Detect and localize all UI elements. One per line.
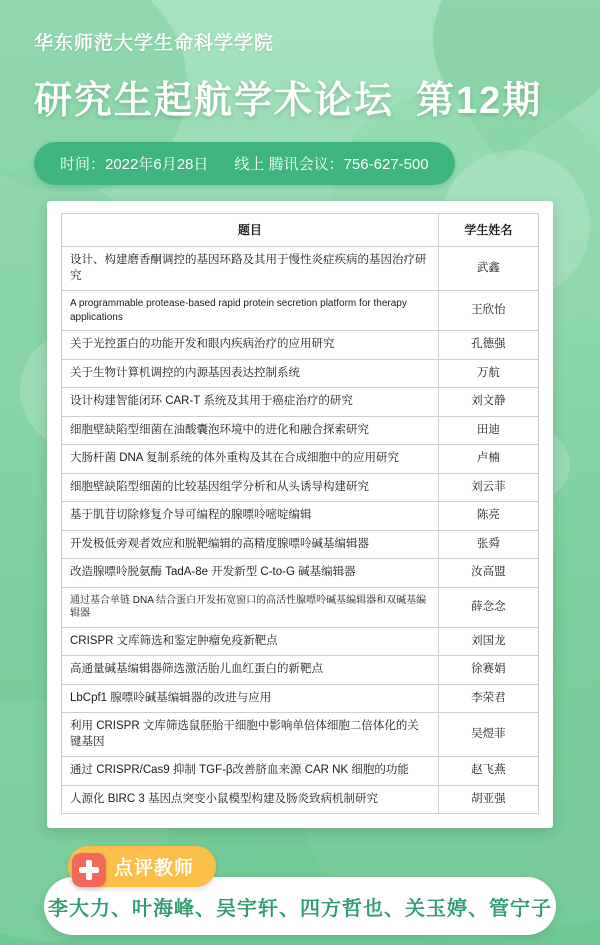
organization-name: 华东师范大学生命科学学院 bbox=[34, 33, 275, 54]
cell-title: 关于生物计算机调控的内源基因表达控制系统 bbox=[62, 359, 439, 388]
cell-title: 通过 CRISPR/Cas9 抑制 TGF-β改善脐血来源 CAR NK 细胞的功能 bbox=[62, 757, 439, 786]
cell-title: CRISPR 文库筛选和鉴定肿瘤免疫新靶点 bbox=[62, 627, 439, 656]
table-row bbox=[62, 530, 539, 559]
cell-name: 吴煜菲 bbox=[438, 713, 538, 757]
table-row bbox=[62, 713, 539, 757]
cell-title: 大肠杆菌 DNA 复制系统的体外重构及其在合成细胞中的应用研究 bbox=[62, 445, 439, 474]
poster-header bbox=[0, 0, 600, 185]
cell-name: 武鑫 bbox=[438, 247, 538, 291]
cell-name: 胡亚强 bbox=[438, 785, 538, 814]
schedule-card bbox=[47, 201, 553, 828]
reviewer-names: 李大力、叶海峰、吴宇轩、四方哲也、关玉婷、管宁子 bbox=[48, 897, 552, 920]
cell-name: 卢楠 bbox=[438, 445, 538, 474]
table-row bbox=[62, 785, 539, 814]
table-row bbox=[62, 656, 539, 685]
cell-title: 设计、构建磨香酮调控的基因环路及其用于慢性炎症疾病的基因治疗研究 bbox=[62, 247, 439, 291]
cell-name: 薛念念 bbox=[438, 587, 538, 627]
cell-title: 人源化 BIRC 3 基因点突变小鼠模型构建及肠炎致病机制研究 bbox=[62, 785, 439, 814]
table-row bbox=[62, 359, 539, 388]
cell-title: LbCpf1 腺嘌呤碱基编辑器的改进与应用 bbox=[62, 684, 439, 713]
cell-title: 改造腺嘌呤脱氨酶 TadA-8e 开发新型 C-to-G 碱基编辑器 bbox=[62, 559, 439, 588]
cell-name: 李荣君 bbox=[438, 684, 538, 713]
table-row bbox=[62, 757, 539, 786]
cell-title: A programmable protease-based rapid protein secretion platform for therapy applications bbox=[62, 291, 439, 331]
table-row bbox=[62, 416, 539, 445]
event-meeting: 线上 腾讯会议：756-627-500 bbox=[234, 156, 429, 173]
column-header-name: 学生姓名 bbox=[438, 214, 538, 247]
page-title bbox=[34, 69, 566, 124]
cell-name: 田迪 bbox=[438, 416, 538, 445]
cell-title: 高通量碱基编辑器筛选激活胎儿血红蛋白的新靶点 bbox=[62, 656, 439, 685]
table-row bbox=[62, 445, 539, 474]
medical-cross-icon bbox=[72, 853, 106, 887]
forum-title: 研究生起航学术论坛 bbox=[34, 80, 395, 122]
table-row bbox=[62, 684, 539, 713]
table-row bbox=[62, 502, 539, 531]
cell-name: 刘云菲 bbox=[438, 473, 538, 502]
table-row bbox=[62, 291, 539, 331]
cell-name: 汝高盟 bbox=[438, 559, 538, 588]
cell-name: 刘文静 bbox=[438, 388, 538, 417]
table-row bbox=[62, 559, 539, 588]
event-time: 时间：2022年6月28日 bbox=[60, 156, 209, 173]
table-row bbox=[62, 247, 539, 291]
cell-name: 孔德强 bbox=[438, 331, 538, 360]
cell-name: 张舜 bbox=[438, 530, 538, 559]
poster-footer bbox=[0, 833, 600, 945]
event-info-pill bbox=[34, 142, 455, 185]
cell-name: 陈亮 bbox=[438, 502, 538, 531]
cell-title: 关于光控蛋白的功能开发和眼内疾病治疗的应用研究 bbox=[62, 331, 439, 360]
cell-title: 设计构建智能闭环 CAR‐T 系统及其用于癌症治疗的研究 bbox=[62, 388, 439, 417]
table-row bbox=[62, 627, 539, 656]
cell-title: 细胞壁缺陷型细菌在油酸囊泡环境中的进化和融合探索研究 bbox=[62, 416, 439, 445]
table-row bbox=[62, 587, 539, 627]
reviewer-tag: 点评教师 bbox=[68, 846, 216, 887]
cell-title: 利用 CRISPR 文库筛选鼠胚胎干细胞中影响单倍体细胞二倍体化的关键基因 bbox=[62, 713, 439, 757]
column-header-title: 题目 bbox=[62, 214, 439, 247]
table-row bbox=[62, 388, 539, 417]
cell-title: 细胞壁缺陷型细菌的比较基因组学分析和从头诱导构建研究 bbox=[62, 473, 439, 502]
cell-title: 开发极低旁观者效应和脱靶编辑的高精度腺嘌呤碱基编辑器 bbox=[62, 530, 439, 559]
cell-title: 基于肌苷切除修复介导可编程的腺嘌呤嘧啶编辑 bbox=[62, 502, 439, 531]
cell-name: 刘国龙 bbox=[438, 627, 538, 656]
cell-name: 赵飞燕 bbox=[438, 757, 538, 786]
cell-name: 徐赛娟 bbox=[438, 656, 538, 685]
cell-title: 通过基合单链 DNA 结合蛋白开发拓宽窗口的高活性腺嘌呤碱基编辑器和双碱基编辑器 bbox=[62, 587, 439, 627]
schedule-table bbox=[61, 213, 539, 814]
issue-number: 第12期 bbox=[416, 80, 543, 122]
table-row bbox=[62, 473, 539, 502]
table-row bbox=[62, 331, 539, 360]
cell-name: 万航 bbox=[438, 359, 538, 388]
table-header-row bbox=[62, 214, 539, 247]
cell-name: 王欣怡 bbox=[438, 291, 538, 331]
